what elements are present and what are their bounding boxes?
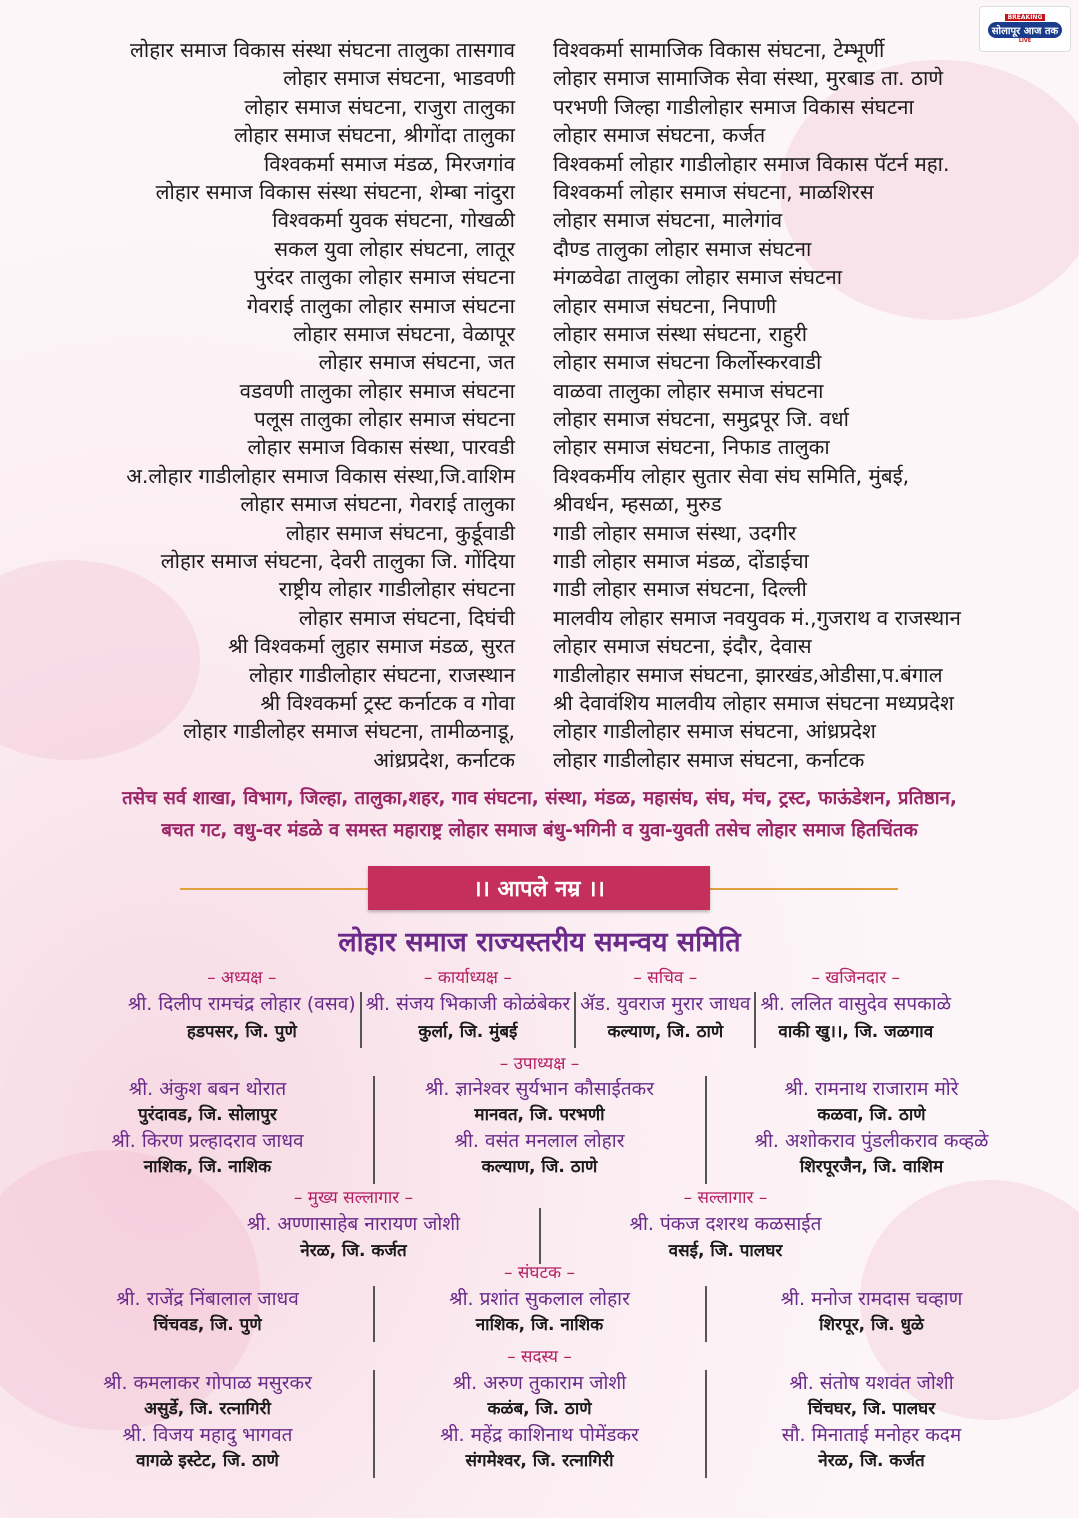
also-thanks-text [0, 783, 1079, 847]
person-name: श्री. अशोकराव पुंडलीकराव कव्हळे [754, 1130, 989, 1152]
organizer [375, 1286, 705, 1342]
org-item: लोहार समाज संघटना, गेवराई तालुका [240, 492, 515, 517]
office-bearers-row [0, 966, 1079, 1048]
organizers-grid [0, 1286, 1079, 1342]
person-name: श्री. विजय महादु भागवत [122, 1424, 293, 1446]
person-place: कल्याण, जि. ठाणे [481, 1157, 598, 1177]
org-item: लोहार समाज संघटना, वेळापूर [293, 321, 515, 346]
person-name: श्री. संतोष यशवंत जोशी [789, 1372, 954, 1394]
org-item: लोहार समाज संघटना, भाडवणी [283, 66, 515, 91]
person-place: पुरंदावड, जि. सोलापुर [138, 1105, 277, 1125]
advisors-row [0, 1186, 1079, 1266]
person-name: श्री. पंकज दशरथ कळसाईत [629, 1213, 822, 1235]
org-item: श्री विश्वकर्मा ट्रस्ट कर्नाटक व गोवा [260, 690, 515, 715]
org-item: गाडी लोहार समाज मंडळ, दोंडाईचा [553, 549, 809, 574]
vice-president-column [375, 1076, 705, 1184]
person-place: नाशिक, जि. नाशिक [143, 1157, 272, 1177]
organizations-list [0, 36, 1079, 774]
org-item: लोहार समाज संघटना, श्रीगोंदा तालुका [234, 123, 515, 148]
org-item: लोहार समाज विकास संस्था संघटना, शेम्बा नांदुरा [155, 179, 515, 204]
org-item: वडवणी तालुका लोहार समाज संघटना [239, 378, 515, 403]
org-item: राष्ट्रीय लोहार गाडीलोहार संघटना [278, 577, 515, 602]
org-item: लोहार समाज विकास संस्था, पारवडी [247, 435, 515, 460]
org-item: लोहार समाज संघटना, दिघंची [298, 605, 515, 630]
organizer [43, 1286, 373, 1342]
logo-live-tag: LIVE [1018, 38, 1032, 44]
org-item: लोहार समाज संघटना, समुद्रपूर जि. वर्धा [553, 407, 849, 432]
vice-presidents-grid [0, 1076, 1079, 1184]
person-name: श्री. राजेंद्र निंबालाल जाधव [116, 1288, 299, 1310]
person-place: कळवा, जि. ठाणे [817, 1105, 926, 1125]
org-item: लोहार समाज संघटना, निपाणी [553, 293, 777, 318]
person-place: चिंचवड, जि. पुणे [153, 1315, 262, 1335]
org-item: मंगळवेढा तालुका लोहार समाज संघटना [553, 265, 843, 290]
member-column [707, 1370, 1037, 1478]
vice-president-column [707, 1076, 1037, 1184]
person-name: श्री. महेंद्र काशिनाथ पोमेंडकर [440, 1424, 639, 1446]
org-item: लोहार समाज सामाजिक सेवा संस्था, मुरबाड ता. ठाणे [553, 66, 944, 91]
person-place: वागळे इस्टेट, जि. ठाणे [136, 1451, 279, 1471]
org-item: पुरंदर तालुका लोहार समाज संघटना [254, 265, 515, 290]
person-name: श्री. अंकुश बबन थोरात [128, 1078, 287, 1100]
org-item: विश्वकर्मा लोहार समाज संघटना, माळशिरस [553, 179, 874, 204]
org-item: लोहार समाज संस्था संघटना, राहुरी [553, 321, 808, 346]
vice-president-role-label: – उपाध्यक्ष – [499, 1054, 580, 1074]
logo-breaking-tag: BREAKING [1005, 14, 1046, 21]
person-place: नेरळ, जि. कर्जत [300, 1241, 407, 1261]
org-item: विश्वकर्मा समाज मंडळ, मिरजगांव [263, 151, 515, 176]
org-item: लोहार समाज संघटना, कर्जत [553, 123, 766, 148]
organizer [707, 1286, 1037, 1342]
org-item: लोहार समाज संघटना किर्लोस्करवाडी [553, 350, 822, 375]
person-name: श्री. मनोज रामदास चव्हाण [780, 1288, 963, 1310]
org-item: लोहार समाज विकास संस्था संघटना तालुका तासगाव [129, 38, 515, 62]
person-name: श्री. प्रशांत सुकलाल लोहार [449, 1288, 630, 1310]
org-item: विश्वकर्मा सामाजिक विकास संघटना, टेम्भूर्णी [553, 38, 885, 62]
org-item: विश्वकर्मा लोहार गाडीलोहार समाज विकास पॅटर्न महा. [553, 151, 950, 176]
org-item: वाळवा तालुका लोहार समाज संघटना [553, 378, 824, 403]
person-place: कळंब, जि. ठाणे [487, 1399, 592, 1419]
person-place: नाशिक, जि. नाशिक [475, 1315, 604, 1335]
person-name: सौ. मिनाताई मनोहर कदम [781, 1424, 962, 1446]
person-place: वाकी खु।।, जि. जळगाव [778, 1022, 934, 1042]
officer-treasurer [756, 966, 955, 1048]
person-place: चिंचघर, जि. पालघर [807, 1399, 936, 1419]
org-item: लोहार गाडीलोहर समाज संघटना, तामीळनाडू, [183, 719, 515, 744]
role-label: – मुख्य सल्लागार – [293, 1188, 414, 1208]
person-name: श्री. वसंत मनलाल लोहार [454, 1130, 625, 1152]
member-column [375, 1370, 705, 1478]
org-item: लोहार समाज संघटना, जत [318, 350, 515, 375]
org-item: लोहार समाज संघटना, देवरी तालुका जि. गोंदिया [160, 549, 515, 574]
org-item: श्रीवर्धन, म्हसळा, मुरुड [553, 492, 722, 517]
org-item: मालवीय लोहार समाज नवयुवक मं.,गुजराथ व राजस्थान [553, 605, 961, 630]
org-item: लोहार समाज संघटना, मालेगांव [553, 208, 783, 233]
also-thanks-line: तसेच सर्व शाखा, विभाग, जिल्हा, तालुका,शहर, गाव संघटना, संस्था, मंडळ, महासंघ, संघ, मंच, ट्रस्ट, फाऊंडेशन, प्रतिष्ठान, [122, 788, 957, 809]
org-item: लोहार समाज संघटना, निफाड तालुका [553, 435, 830, 460]
org-item: लोहार समाज संघटना, कुर्डूवाडी [285, 520, 515, 545]
org-item: परभणी जिल्हा गाडीलोहार समाज विकास संघटना [553, 94, 914, 119]
org-item: गेवराई तालुका लोहार समाज संघटना [246, 293, 515, 318]
person-name: श्री. ज्ञानेश्वर सुर्यभान कौसाईतकर [424, 1078, 655, 1100]
person-name: श्री. दिलीप रामचंद्र लोहार (वसव) [127, 993, 356, 1015]
officer-secretary [576, 966, 754, 1048]
person-place: मानवत, जि. परभणी [474, 1105, 605, 1125]
organizations-left-column [0, 36, 515, 774]
person-name: श्री. किरण प्रल्हादराव जाधव [111, 1130, 304, 1152]
person-place: नेरळ, जि. कर्जत [818, 1451, 925, 1471]
role-label: – सचिव – [633, 968, 698, 988]
divider-left [180, 888, 370, 890]
person-name: श्री. रामनाथ राजाराम मोरे [784, 1078, 959, 1100]
chief-advisor [169, 1186, 539, 1266]
org-item: श्री देवावंशिय मालवीय लोहार समाज संघटना मध्यप्रदेश [553, 690, 954, 715]
org-item: लोहार गाडीलोहार समाज संघटना, आंध्रप्रदेश [553, 719, 876, 744]
org-item: लोहार समाज संघटना, इंदौर, देवास [553, 634, 812, 659]
logo-name: सोलापूर आज तक [988, 22, 1062, 38]
organizer-role-label: – संघटक – [504, 1263, 575, 1283]
org-item: विश्वकर्मा युवक संघटना, गोखळी [272, 208, 515, 233]
person-place: संगमेश्वर, जि. रत्नागिरी [465, 1451, 614, 1471]
role-label: – कार्याध्यक्ष – [423, 968, 512, 988]
org-item: विश्वकर्मीय लोहार सुतार सेवा संघ समिति, मुंबई, [553, 463, 910, 488]
committee-title: लोहार समाज राज्यस्तरीय समन्वय समिति [338, 927, 741, 958]
org-item: श्री विश्वकर्मा लुहार समाज मंडळ, सुरत [228, 634, 515, 659]
person-place: शिरपूरजैन, जि. वाशिम [799, 1157, 944, 1177]
org-item: आंध्रप्रदेश, कर्नाटक [373, 747, 515, 772]
role-label: – खजिनदार – [811, 968, 901, 988]
divider-right [708, 888, 898, 890]
person-place: कुर्ला, जि. मुंबई [418, 1022, 518, 1042]
yours-sincerely-banner: ।। आपले नम्र ।। [368, 866, 710, 910]
org-item: लोहार समाज संघटना, राजुरा तालुका [244, 94, 515, 119]
organizations-right-column [553, 36, 961, 774]
person-name: ॲड. युवराज मुरार जाधव [580, 993, 751, 1015]
person-name: श्री. ललित वासुदेव सपकाळे [760, 993, 952, 1015]
person-place: वसई, जि. पालघर [668, 1241, 783, 1261]
person-name: श्री. कमलाकर गोपाळ मसुरकर [103, 1372, 312, 1394]
role-label: – अध्यक्ष – [207, 968, 277, 988]
person-place: असुर्डे, जि. रत्नागिरी [144, 1399, 271, 1419]
member-column [43, 1370, 373, 1478]
org-item: पलूस तालुका लोहार समाज संघटना [254, 407, 515, 432]
member-role-label: – सदस्य – [507, 1347, 572, 1367]
org-item: दौण्ड तालुका लोहार समाज संघटना [553, 236, 812, 261]
role-label: – सल्लागार – [683, 1188, 768, 1208]
also-thanks-line: बचत गट, वधु-वर मंडळे व समस्त महाराष्ट्र लोहार समाज बंधु-भगिनी व युवा-युवती तसेच लोहार समाज हितचिंतक [161, 820, 918, 841]
person-name: श्री. अण्णासाहेब नारायण जोशी [246, 1213, 461, 1235]
person-name: श्री. अरुण तुकाराम जोशी [452, 1372, 627, 1394]
person-place: शिरपूर, जि. धुळे [819, 1315, 924, 1335]
org-item: लोहार गाडीलोहार समाज संघटना, कर्नाटक [553, 747, 865, 772]
vice-president-column [43, 1076, 373, 1184]
org-item: सकल युवा लोहार संघटना, लातूर [274, 236, 515, 261]
officer-working-president [362, 966, 574, 1048]
advisor [541, 1186, 911, 1266]
org-item: अ.लोहार गाडीलोहार समाज विकास संस्था,जि.वाशिम [126, 463, 515, 488]
members-grid [0, 1370, 1079, 1478]
person-place: हडपसर, जि. पुणे [186, 1022, 297, 1042]
officer-president [124, 966, 360, 1048]
org-item: गाडी लोहार समाज संस्था, उदगीर [553, 520, 797, 545]
person-place: कल्याण, जि. ठाणे [607, 1022, 724, 1042]
org-item: गाडी लोहार समाज संघटना, दिल्ली [553, 577, 807, 602]
org-item: लोहार गाडीलोहार संघटना, राजस्थान [248, 662, 515, 687]
org-item: गाडीलोहार समाज संघटना, झारखंड,ओडीसा,प.बंगाल [553, 662, 943, 687]
person-name: श्री. संजय भिकाजी कोळंबेकर [365, 993, 571, 1015]
